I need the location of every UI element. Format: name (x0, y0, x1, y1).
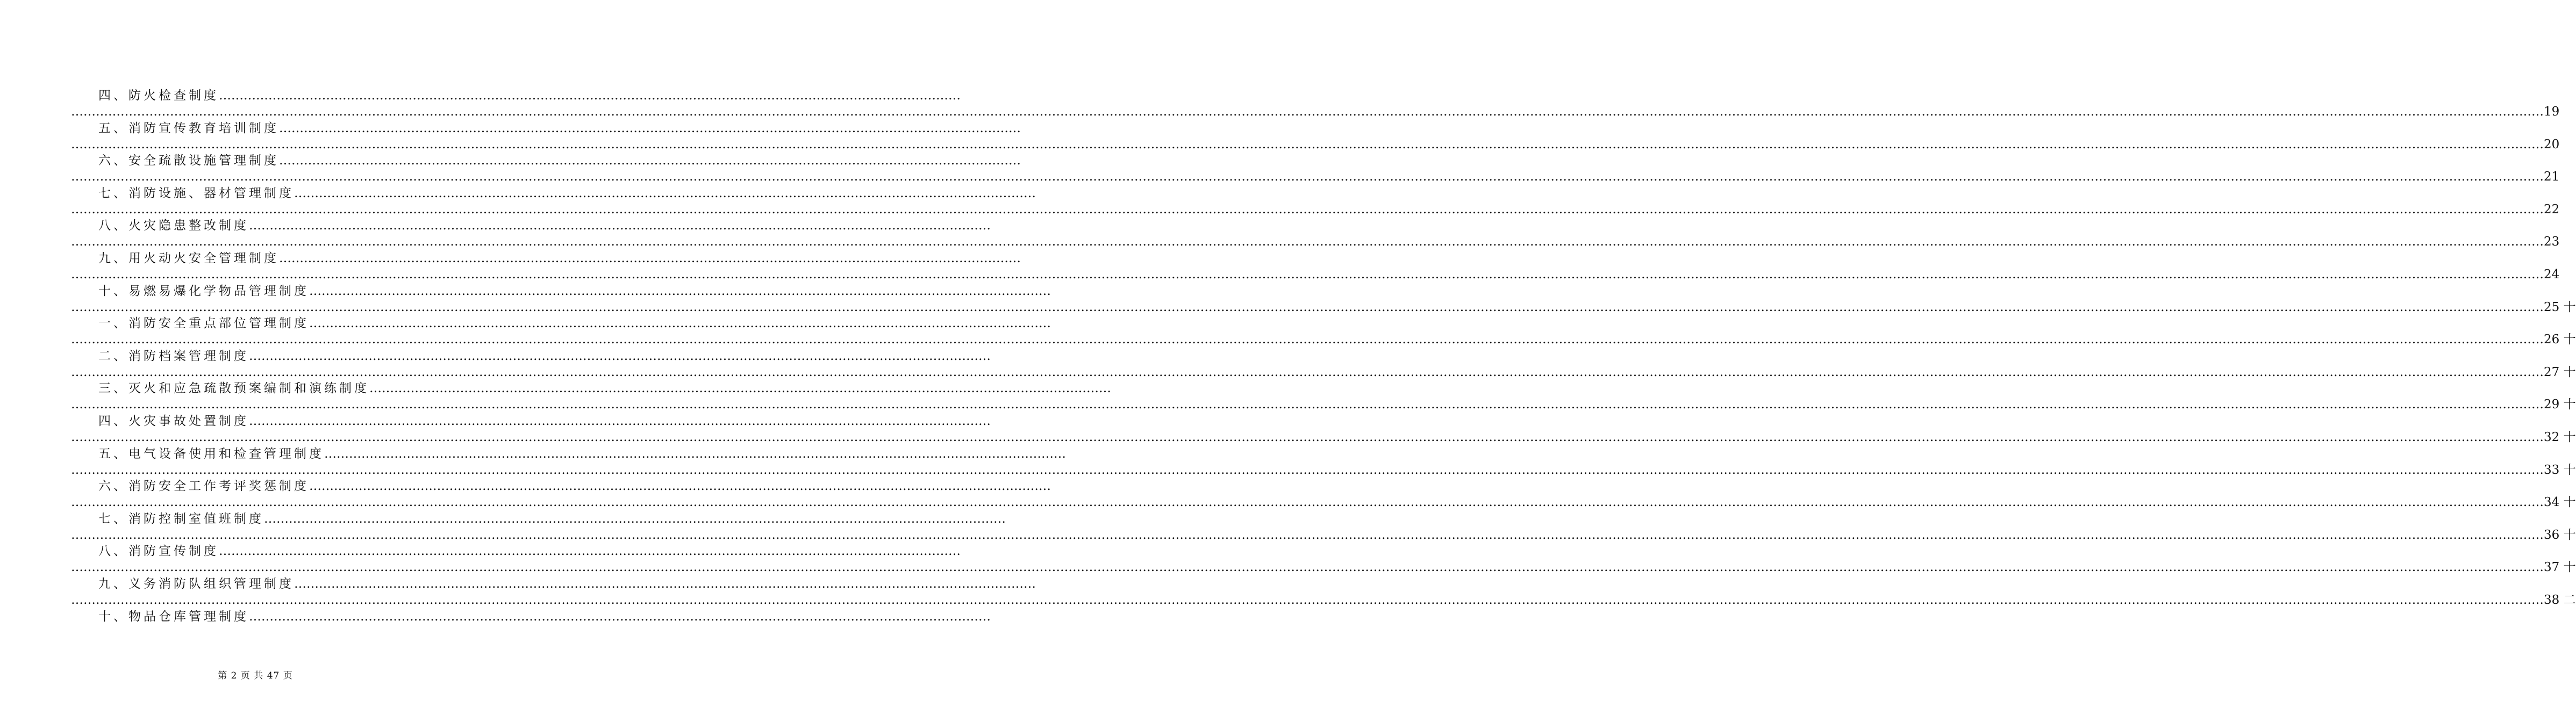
dot-leader: ……………………………………………………………………………………………………………………………………………………………… (249, 349, 991, 363)
toc-entry-page-line (71, 331, 2576, 348)
toc-entry-page-number: 38 二 (2544, 593, 2576, 607)
toc-entry-title: 八、火灾隐患整改制度 (98, 219, 249, 233)
dot-leader: …………………………………………………………………………………………………………………………………………………………………………………………………………………………………………………………………………………………………………………………………………………………………………………………………………………………………………………………………………………………………………………………………………………… (71, 137, 2544, 151)
dot-leader: ……………………………………………………………………………………………………………………………………………………………… (249, 414, 991, 428)
toc-entry-title: 九、义务消防队组织管理制度 (98, 576, 294, 591)
toc-entry (0, 609, 991, 641)
dot-leader: ……………………………………………………………………………………………………………………………………………………………… (219, 544, 961, 559)
toc-entry-title-line (98, 446, 1066, 462)
toc-entry (0, 185, 2560, 218)
dot-leader: …………………………………………………………………………………………………………………………………………………………………………………………………………………………………………………………………………………………………………………………………………………………………………………………………………………………………………………………………………………………………………………………………………………… (71, 267, 2544, 281)
toc-entry-title: 五、消防宣传教育培训制度 (98, 121, 279, 135)
dot-leader: ……………………………………………………………………………………………………………………………………………………………… (294, 186, 1036, 200)
toc-entry-title: 六、消防安全工作考评奖惩制度 (98, 479, 309, 494)
dot-leader: ……………………………………………………………………………………………………………………………………………………………… (309, 479, 1051, 494)
dot-leader: ……………………………………………………………………………………………………………………………………………………………… (279, 154, 1021, 168)
toc-entry (0, 413, 2576, 446)
toc-entry (0, 315, 2576, 348)
toc-entry-page-line (71, 266, 2560, 283)
toc-entry-title: 四、火灾事故处置制度 (98, 414, 249, 428)
dot-leader: ……………………………………………………………………………………………………………………………………………………………… (264, 511, 1006, 526)
toc-entry-title-line (98, 218, 991, 234)
toc-entry (0, 380, 2576, 413)
toc-entry-page-line (71, 462, 2576, 478)
toc-entry-page-line (71, 136, 2560, 153)
toc-entry-page-number: 29 十 (2544, 398, 2576, 412)
toc-entry-page-number: 33 十 (2544, 463, 2576, 477)
toc-entry-title: 八、消防宣传制度 (98, 544, 219, 559)
toc-entry-page-number: 37 十 (2544, 560, 2576, 575)
dot-leader: …………………………………………………………………………………………………………………………………………………………………………………………………………………………………………………………………………………………………………………………………………………………………………………………………………………………………………………………………………………………………………………………………………………… (71, 560, 2544, 575)
toc-entry-title: 七、消防控制室值班制度 (98, 511, 264, 526)
toc-entry-page-line (71, 364, 2576, 380)
toc-entry-page-number: 25 十 (2544, 300, 2576, 314)
dot-leader: ……………………………………………………………………………………………………………………………………………………………… (294, 576, 1036, 591)
toc-entry (0, 478, 2576, 511)
toc-entry-title-line (98, 511, 1006, 527)
dot-leader: ……………………………………………………………………………………………………………………………………………………………… (324, 446, 1066, 461)
toc-entry-page-line (71, 494, 2576, 510)
toc-entry-title-line (98, 315, 1051, 331)
toc-entry-page-number: 27 十 (2544, 365, 2576, 379)
dot-leader: …………………………………………………………………………………………………………………………………………………………………………………………………………………………………………………………………………………………………………………………………………………………………………………………………………………………………………………………………………………………………………………………………………………… (71, 593, 2544, 607)
toc-entry-title: 一、消防安全重点部位管理制度 (98, 316, 309, 331)
toc-entry-title-line (98, 478, 1051, 494)
toc-entry-title: 三、灭火和应急疏散预案编制和演练制度 (98, 381, 369, 396)
toc-entry-title-line (98, 609, 991, 625)
toc-entry-page-number: 34 十 (2544, 495, 2576, 510)
dot-leader: …………………………………………………………………………………………………………………………………………………………………………………………………………………………………………………………………………………………………………………………………………………………………………………………………………………………………………………………………………………………………………………………………………………… (71, 495, 2544, 510)
toc-entry-page-line (71, 201, 2560, 218)
dot-leader: ……………………………………………………………………………………………………………………………………………………………… (249, 219, 991, 233)
toc-entry (0, 511, 2576, 544)
toc-entry-title-line (98, 380, 1111, 396)
toc-entry-page-line (71, 429, 2576, 445)
toc-entry-title: 七、消防设施、器材管理制度 (98, 186, 294, 200)
dot-leader: …………………………………………………………………………………………………………………………………………………………………………………………………………………………………………………………………………………………………………………………………………………………………………………………………………………………………………………………………………………………………………………………………………………… (71, 300, 2544, 314)
toc-entry-title: 六、安全疏散设施管理制度 (98, 154, 279, 168)
toc-entry (0, 446, 2576, 479)
toc-entry-title: 二、消防档案管理制度 (98, 349, 249, 363)
toc-entry-page-number: 26 十 (2544, 333, 2576, 347)
toc-entry-title-line (98, 283, 1051, 299)
toc-entry-page-number: 36 十 (2544, 528, 2576, 542)
toc-entry-page-number: 21 (2544, 170, 2560, 184)
toc-entry (0, 543, 2576, 576)
dot-leader: …………………………………………………………………………………………………………………………………………………………………………………………………………………………………………………………………………………………………………………………………………………………………………………………………………………………………………………………………………………………………………………………………………………… (71, 333, 2544, 347)
toc-entry (0, 348, 2576, 381)
dot-leader: …………………………………………………………………………………………………………………………………………………………………………………………………………………………………………………………………………………………………………………………………………………………………………………………………………………………………………………………………………………………………………………………………………………… (71, 528, 2544, 542)
toc-entry-title-line (98, 576, 1036, 592)
toc-entry-title-line (98, 88, 961, 104)
toc-entry-title-line (98, 543, 961, 559)
toc-entry (0, 576, 2576, 609)
table-of-contents (0, 88, 2576, 641)
toc-entry-page-line (71, 104, 2560, 120)
toc-entry-title: 九、用火动火安全管理制度 (98, 251, 279, 265)
toc-entry-title: 四、防火检查制度 (98, 89, 219, 103)
toc-entry-page-line (71, 592, 2576, 608)
toc-entry-title: 五、电气设备使用和检查管理制度 (98, 446, 324, 461)
toc-entry-title-line (98, 185, 1036, 201)
toc-entry-page-number: 20 (2544, 137, 2560, 151)
toc-entry-page-line (71, 169, 2560, 185)
toc-entry-title-line (98, 413, 991, 429)
toc-entry-page-line (71, 527, 2576, 543)
dot-leader: …………………………………………………………………………………………………………………………………………………………………………………………………………………………………………………………………………………………………………………………………………………………………………………………………………………………………………………………………………………………………………………………………………………… (71, 202, 2544, 216)
toc-entry-page-number: 23 (2544, 235, 2560, 249)
toc-entry-title-line (98, 153, 1021, 169)
toc-entry-page-number: 22 (2544, 202, 2560, 216)
toc-entry (0, 120, 2560, 153)
dot-leader: …………………………………………………………………………………………………………………………………………………………………………………………………………………………………………………………………………………………………………………………………………………………………………………………………………………………………………………………………………………………………………………………………………………… (71, 430, 2544, 444)
dot-leader: ……………………………………………………………………………………………………………………………………………………………… (219, 89, 961, 103)
toc-entry-page-line (71, 559, 2576, 575)
dot-leader: …………………………………………………………………………………………………………………………………………………………………………………………………………………………………………………………………………………………………………………………………………………………………………………………………………………………………………………………………………………………………………………………………………………… (71, 170, 2544, 184)
toc-entry-page-line (71, 234, 2560, 250)
toc-entry-page-line (71, 299, 2576, 315)
dot-leader: …………………………………………………………………………………………………………………………………………………………………………………………………………………………………………………………………………………………………………………………………………………………………………………………………………………………………………………………………………………………………………………………………………………… (71, 365, 2544, 379)
dot-leader: …………………………………………………………………………………………………………………………………………………………………………………………………………………………………………………………………………………………………………………………………………………………………………………………………………………………………………………………………………………………………………………………………………………… (71, 398, 2544, 412)
dot-leader: ……………………………………………………………………………………………………………………………………………………………… (369, 381, 1111, 396)
toc-entry-title: 十、物品仓库管理制度 (98, 609, 249, 624)
toc-entry-title-line (98, 120, 1021, 136)
dot-leader: ……………………………………………………………………………………………………………………………………………………………… (249, 609, 991, 624)
toc-entry-page-line (71, 396, 2576, 413)
toc-entry (0, 88, 2560, 120)
dot-leader: …………………………………………………………………………………………………………………………………………………………………………………………………………………………………………………………………………………………………………………………………………………………………………………………………………………………………………………………………………………………………………………………………………………… (71, 105, 2544, 119)
toc-entry-page-number: 19 (2544, 105, 2560, 119)
toc-entry (0, 153, 2560, 185)
toc-entry (0, 250, 2560, 283)
toc-entry-title-line (98, 348, 991, 364)
dot-leader: …………………………………………………………………………………………………………………………………………………………………………………………………………………………………………………………………………………………………………………………………………………………………………………………………………………………………………………………………………………………………………………………………………………… (71, 463, 2544, 477)
toc-entry (0, 283, 2576, 316)
dot-leader: ……………………………………………………………………………………………………………………………………………………………… (279, 121, 1021, 135)
toc-entry-page-number: 24 (2544, 267, 2560, 281)
toc-entry (0, 218, 2560, 250)
dot-leader: ……………………………………………………………………………………………………………………………………………………………… (309, 316, 1051, 331)
toc-entry-title: 十、易燃易爆化学物品管理制度 (98, 284, 309, 298)
toc-entry-title-line (98, 250, 1021, 266)
dot-leader: ……………………………………………………………………………………………………………………………………………………………… (279, 251, 1021, 265)
dot-leader: …………………………………………………………………………………………………………………………………………………………………………………………………………………………………………………………………………………………………………………………………………………………………………………………………………………………………………………………………………………………………………………………………………………… (71, 235, 2544, 249)
dot-leader: ……………………………………………………………………………………………………………………………………………………………… (309, 284, 1051, 298)
page-footer: 第 2 页 共 47 页 (218, 670, 293, 681)
toc-entry-page-number: 32 十 (2544, 430, 2576, 444)
